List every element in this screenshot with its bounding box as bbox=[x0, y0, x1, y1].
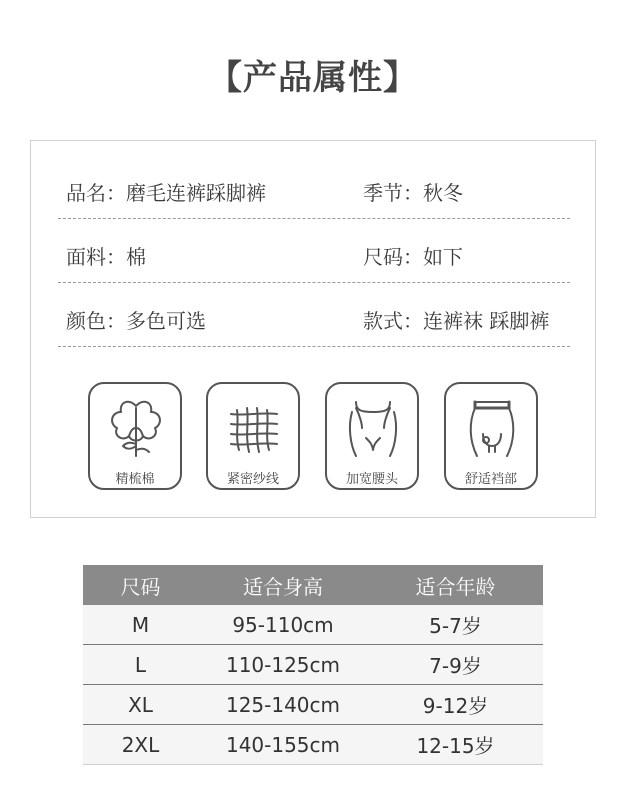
feature-card-weave bbox=[206, 382, 300, 490]
cotton-icon bbox=[105, 394, 167, 460]
crotch-icon bbox=[461, 394, 523, 460]
attribute-row bbox=[58, 159, 570, 219]
cell-height: 110-125cm bbox=[198, 645, 368, 685]
cell-age: 5-7岁 bbox=[368, 605, 543, 645]
cell-size: 2XL bbox=[83, 725, 198, 765]
attribute-color: 颜色：多色可选 bbox=[66, 309, 206, 333]
cell-height: 125-140cm bbox=[198, 685, 368, 725]
attribute-product-name: 品名：磨毛连裤踩脚裤 bbox=[66, 181, 266, 205]
table-row bbox=[83, 725, 543, 765]
feature-label: 加宽腰头 bbox=[345, 472, 398, 487]
table-row bbox=[83, 685, 543, 725]
feature-card-cotton bbox=[88, 382, 182, 490]
page-title: 【产品属性】 bbox=[208, 58, 418, 98]
cell-age: 9-12岁 bbox=[368, 685, 543, 725]
column-header-height: 适合身高 bbox=[198, 565, 368, 605]
attribute-size: 尺码：如下 bbox=[363, 245, 463, 269]
cell-age: 7-9岁 bbox=[368, 645, 543, 685]
table-row bbox=[83, 605, 543, 645]
feature-label: 紧密纱线 bbox=[226, 472, 279, 487]
attribute-style: 款式：连裤袜 踩脚裤 bbox=[363, 309, 550, 333]
feature-label: 精梳棉 bbox=[115, 472, 155, 487]
attribute-row bbox=[58, 287, 570, 347]
column-header-age: 适合年龄 bbox=[368, 565, 543, 605]
column-header-size: 尺码 bbox=[83, 565, 198, 605]
feature-label: 舒适裆部 bbox=[464, 472, 517, 487]
cell-size: XL bbox=[83, 685, 198, 725]
attribute-fabric: 面料：棉 bbox=[66, 245, 146, 269]
cell-height: 95-110cm bbox=[198, 605, 368, 645]
cell-age: 12-15岁 bbox=[368, 725, 543, 765]
cell-size: L bbox=[83, 645, 198, 685]
waistband-icon bbox=[342, 394, 404, 460]
attribute-row bbox=[58, 223, 570, 283]
feature-card-crotch bbox=[444, 382, 538, 490]
weave-icon bbox=[223, 394, 285, 460]
table-header-row bbox=[83, 565, 543, 605]
feature-card-waistband bbox=[325, 382, 419, 490]
attribute-season: 季节：秋冬 bbox=[363, 181, 463, 205]
table-row bbox=[83, 645, 543, 685]
size-table bbox=[83, 565, 543, 765]
cell-height: 140-155cm bbox=[198, 725, 368, 765]
cell-size: M bbox=[83, 605, 198, 645]
